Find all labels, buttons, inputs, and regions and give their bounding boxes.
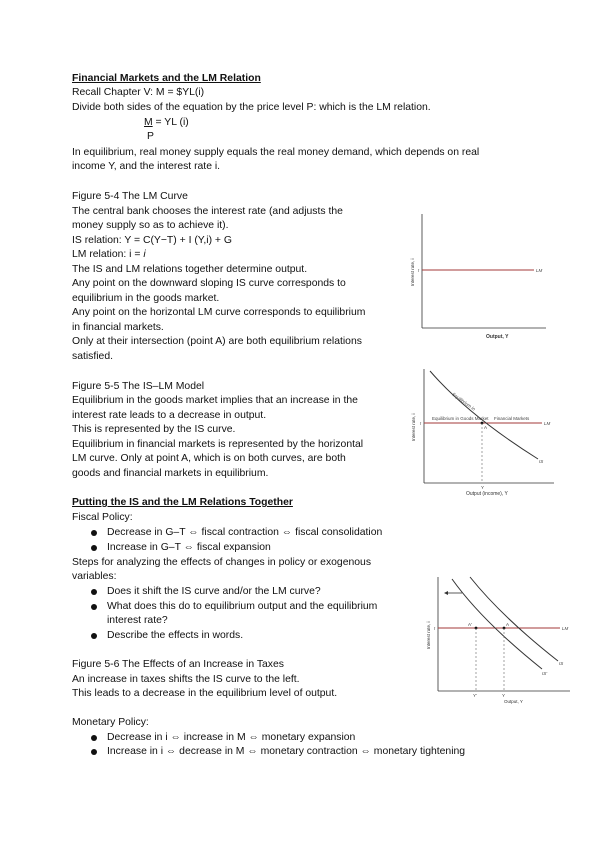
- figure-5-5-title: Figure 5-5 The IS–LM Model: [72, 381, 205, 392]
- interest-tick-label: ī: [420, 421, 422, 426]
- bullet-dot: [91, 735, 97, 741]
- fig54-line: The IS and LM relations together determine output.: [72, 264, 308, 275]
- lm-curve-figure: [408, 206, 548, 346]
- tax-increase-figure: [424, 573, 572, 707]
- output-tick: Y: [502, 693, 506, 698]
- is-prime-label: IS': [542, 671, 548, 676]
- bullet-dot: [91, 749, 97, 755]
- fig55-line: goods and financial markets in equilibrium.: [72, 468, 269, 479]
- step-bullet: What does this do to equilibrium output and the equilibrium: [107, 601, 378, 612]
- fin-markets-right-label: Financial Markets: [494, 416, 530, 421]
- divide-line: Divide both sides of the equation by the price level P: which is the LM relation.: [72, 102, 431, 113]
- fig54-line: IS relation: Y = C(Y−T) + I (Y,i) + G: [72, 235, 232, 246]
- lm-fraction-numerator: [144, 116, 189, 130]
- lm-label: LM: [544, 421, 551, 426]
- fiscal-bullet: Increase in G–T ⇔ fiscal expansion: [107, 542, 271, 553]
- lm-label: LM: [536, 268, 543, 273]
- x-axis-label: Output, Y: [486, 334, 509, 340]
- fraction-rest: = YL (i): [152, 117, 189, 128]
- steps-line-2: variables:: [72, 571, 117, 582]
- step-bullet: Describe the effects in words.: [107, 630, 244, 641]
- fig55-line: Equilibrium in the goods market implies that an increase in the: [72, 395, 358, 406]
- a-prime-label: A': [468, 622, 472, 627]
- fig54-line: in financial markets.: [72, 322, 164, 333]
- fig55-line: Equilibrium in financial markets is represented by the horizontal: [72, 439, 364, 450]
- output-prime-tick: Y': [473, 693, 477, 698]
- bullet-dot: [91, 604, 97, 610]
- a-label: A: [506, 622, 510, 627]
- section-heading-lm-relation: Financial Markets and the LM Relation: [72, 73, 261, 84]
- y-axis-label: Interest rate, i: [410, 258, 415, 286]
- fig54-line: Any point on the horizontal LM curve corresponds to equilibrium: [72, 307, 366, 318]
- is-curve: [430, 371, 538, 459]
- is-label: IS: [539, 459, 544, 464]
- equilibrium-line-1: In equilibrium, real money supply equals the real money demand, which depends on real: [72, 147, 480, 158]
- bullet-dot: [91, 530, 97, 536]
- equilibrium-line-2: income Y, and the interest rate i.: [72, 161, 221, 172]
- fraction-m: M: [144, 117, 153, 128]
- fig54-line: Only at their intersection (point A) are both equilibrium relations: [72, 336, 362, 347]
- goods-market-label: Equilibrium in Goods Market: [432, 416, 489, 421]
- section-heading-is-lm-together: Putting the IS and the LM Relations Together: [72, 497, 293, 508]
- fig54-line: [72, 248, 146, 262]
- is-label: IS: [559, 661, 564, 666]
- step-bullet-continuation: interest rate?: [107, 615, 168, 626]
- steps-line-1: Steps for analyzing the effects of changes in policy or exogenous: [72, 557, 372, 568]
- bullet-dot: [91, 545, 97, 551]
- bullet-dot: [91, 589, 97, 595]
- interest-tick-label: ī: [434, 626, 436, 631]
- fig54-line: money supply so as to achieve it).: [72, 220, 229, 231]
- fig54-line: satisfied.: [72, 351, 114, 362]
- is-prime-curve: [452, 579, 542, 669]
- y-axis-label: Interest rate, i: [426, 621, 431, 649]
- monetary-bullet: Increase in i ⇔ decrease in M ⇔ monetary contraction ⇔ monetary tightening: [107, 746, 466, 757]
- fig54-line: equilibrium in the goods market.: [72, 293, 220, 304]
- step-bullet: Does it shift the IS curve and/or the LM curve?: [107, 586, 321, 597]
- monetary-policy-label: Monetary Policy:: [72, 717, 149, 728]
- fiscal-policy-label: Fiscal Policy:: [72, 512, 133, 523]
- bullet-dot: [91, 633, 97, 639]
- monetary-bullet: Decrease in i ⇔ increase in M ⇔ monetary expansion: [107, 732, 356, 743]
- lm-label: LM: [562, 626, 569, 631]
- interest-tick-label: ī: [418, 268, 420, 273]
- fiscal-bullet: Decrease in G–T ⇔ fiscal contraction ⇔ fiscal consolidation: [107, 527, 383, 538]
- output-tick-label: Y: [481, 485, 485, 490]
- fig54-line: The central bank chooses the interest rate (and adjusts the: [72, 206, 343, 217]
- figure-5-4-title: Figure 5-4 The LM Curve: [72, 191, 188, 202]
- fig56-line-2: This leads to a decrease in the equilibrium level of output.: [72, 688, 338, 699]
- fig55-line: This is represented by the IS curve.: [72, 424, 236, 435]
- fig54-line: Any point on the downward sloping IS curve corresponds to: [72, 278, 346, 289]
- lm-relation-label: LM relation: i =: [72, 249, 144, 260]
- recall-line: Recall Chapter V: M = $YL(i): [72, 87, 205, 98]
- lm-relation-italic-i: i: [143, 249, 146, 260]
- is-curve: [470, 577, 558, 661]
- y-axis-label: Interest rate, i: [411, 413, 416, 441]
- fig56-line-1: An increase in taxes shifts the IS curve to the left.: [72, 674, 300, 685]
- shift-arrow-head: [444, 591, 448, 595]
- is-lm-model-figure: [408, 363, 556, 499]
- x-axis-label: Output, Y: [504, 699, 523, 704]
- lm-fraction-denominator: P: [147, 131, 154, 142]
- point-a-label: A: [484, 425, 488, 430]
- fig55-line: LM curve. Only at point A, which is on both curves, are both: [72, 453, 346, 464]
- fin-markets-left-label: Equilibrium in: [451, 391, 477, 412]
- figure-5-6-title: Figure 5-6 The Effects of an Increase in Taxes: [72, 659, 284, 670]
- fig55-line: interest rate leads to a decrease in output.: [72, 410, 267, 421]
- x-axis-label: Output (income), Y: [466, 491, 508, 497]
